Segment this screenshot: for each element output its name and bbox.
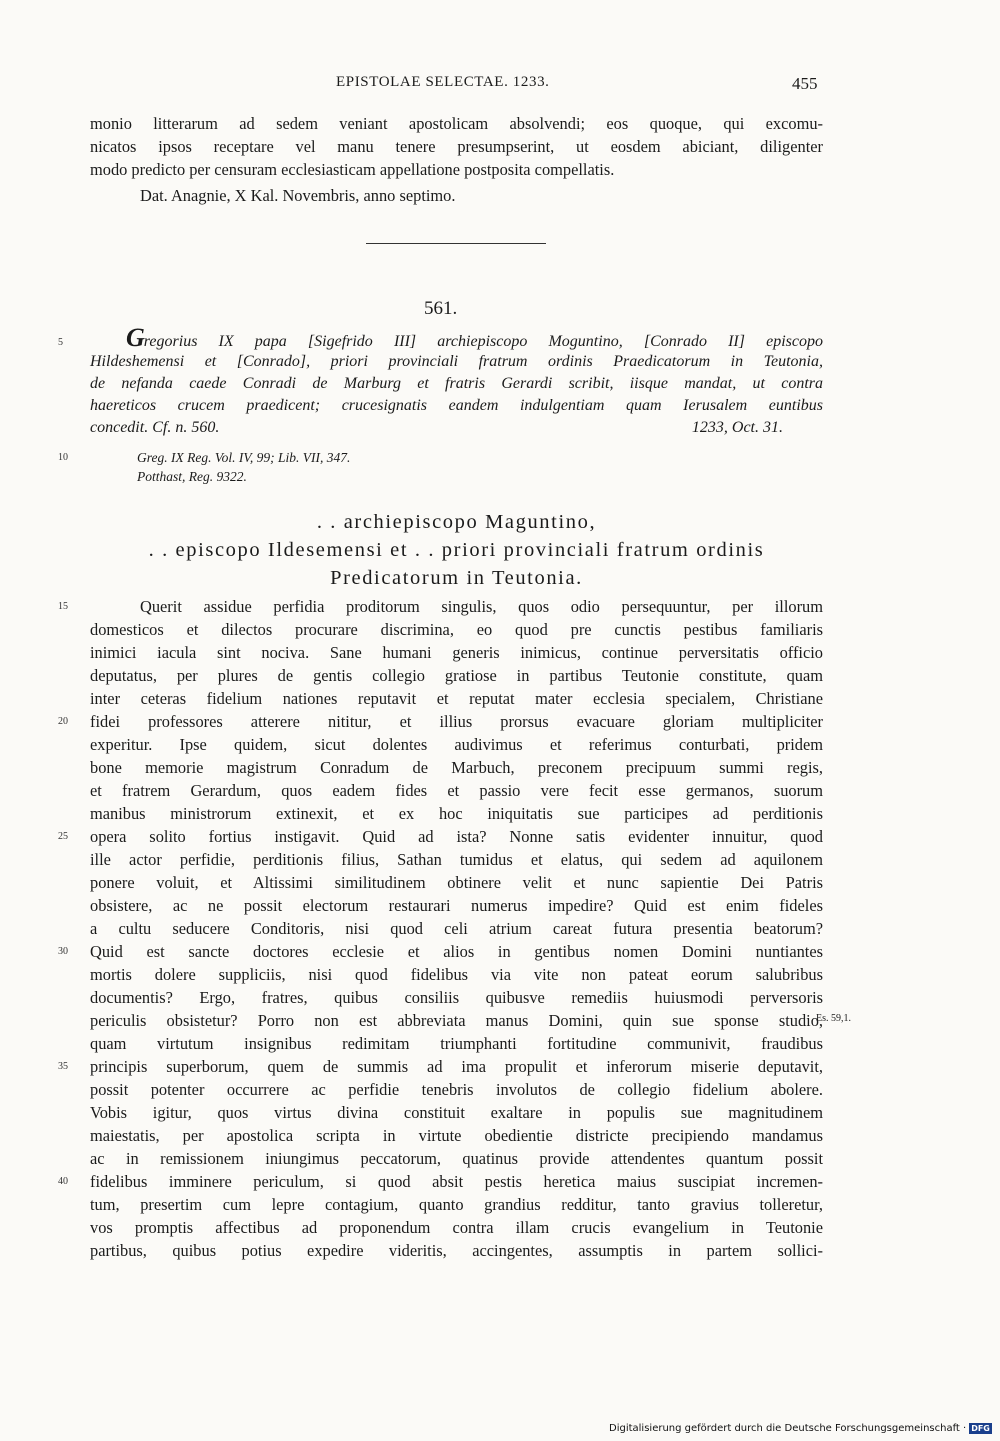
line-number: 15 [58,601,68,612]
line-number: 10 [58,452,68,463]
source-citation: Potthast, Reg. 9322. [137,469,247,484]
address-line: . . archiepiscopo Maguntino, [316,511,597,533]
body-line: et fratrem Gerardum, quos eadem fides et passio vere fecit esse germanos, suorum [90,781,823,800]
body-line: partibus, quibus potius expedire videritis, accingentes, assumptis in partem sollici- [90,1241,823,1260]
letter-body [90,595,823,1262]
footer [609,1423,992,1434]
regest-date: 1233, Oct. 31. [691,419,783,436]
body-line: manibus ministrorum extinexit, et ex hoc iniquitatis sue participes ad perditionis [90,804,823,823]
document-number: 561. [424,298,458,319]
body-line: periculis obsistetur? Porro non est abbreviata manus Domini, quin sue sponse studio, [90,1011,823,1030]
body-line: domesticos et dilectos procurare discrimina, eo quod pre cunctis pestibus familiaris [90,620,823,639]
running-title: EPISTOLAE SELECTAE. 1233. [336,74,550,90]
body-line: fidei professores atterere nititur, et illius prorsus evacuare gloriam multipliciter [90,712,823,731]
line-number: 20 [58,716,68,727]
body-line: ponere voluit, et Altissimi similitudinem obtinere velit et nunc sapientie Dei Patris [90,873,823,892]
body-line: maiestatis, per apostolica scripta in virtute obedientie districte precipiendo mandamus [90,1126,823,1145]
body-line: inter ceteras fidelium nationes reputavit et reputat mater ecclesia specialem, Christiane [90,689,823,708]
address-line: . . episcopo Ildesemensi et . . priori provinciali fratrum ordinis [148,539,765,561]
body-line: obsistere, ac ne possit electorum restaurari numerus impedire? Quid est enim fideles [90,896,823,915]
footer-text: Digitalisierung gefördert durch die Deutsche Forschungsgemeinschaft · [609,1423,967,1434]
body-line: quam virtutum insignibus redimitam triumphanti fortitudine communivit, fraudibus [90,1034,823,1053]
body-line: experitur. Ipse quidem, sicut dolentes audivimus et referimus conturbati, pridem [90,735,823,754]
margin-reference: Es. 59,1. [816,1013,851,1024]
address-line: Predicatorum in Teutonia. [330,567,583,589]
regest-line: concedit. Cf. n. 560. [90,419,220,436]
regest [90,325,823,439]
dating-clause: Dat. Anagnie, X Kal. Novembris, anno septimo. [140,186,456,205]
regest-line: haereticos crucem praedicent; crucesignatis eandem indulgentiam quam Ierusalem euntibus [90,397,823,414]
source-citation: Greg. IX Reg. Vol. IV, 99; Lib. VII, 347. [137,450,351,465]
regest-line: de nefanda caede Conradi de Marburg et fratris Gerardi scribit, iisque mandat, ut contra [90,375,823,392]
body-line: ac in remissionem iniungimus peccatorum, quatinus provide attendentes quantum possit [90,1149,823,1168]
line-number: 35 [58,1061,68,1072]
page-number: 455 [792,74,818,93]
body-line: possit potenter occurrere ac perfidie tenebris involutos de collegio fidelium abolere. [90,1080,823,1099]
body-line: documentis? Ergo, fratres, quibus consiliis quibusve remediis huiusmodi perversoris [90,988,823,1007]
body-line: inimici iacula sint nociva. Sane humani generis inimicus, continue perversitatis officio [90,643,823,662]
body-line: bone memorie magistrum Conradum de Marbuch, preconem precipuum summi regis, [90,758,823,777]
text-line: modo predicto per censuram ecclesiasticam appellatione postposita compellatis. [90,160,615,179]
body-line: opera solito fortius instigavit. Quid ad ista? Nonne satis evidenter innuitur, quod [90,827,823,846]
body-line: Querit assidue perfidia proditorum singulis, quos odio persequuntur, per illorum [140,597,823,616]
top-paragraph [90,112,823,207]
body-line: principis superborum, quem de summis ad ima propulit et inferorum miserie deputavit, [90,1057,823,1076]
regest-initial: G [126,323,144,352]
body-line: ille actor perfidie, perditionis filius, Sathan tumidus et elatus, qui sedem ad aquilonem [90,850,823,869]
body-line: tum, presertim cum lepre contagium, quanto grandius redditur, tanto gravius tolleretur, [90,1195,823,1214]
body-line: vos promptis affectibus ad proponendum contra illam crucis evangelium in Teutonie [90,1218,823,1237]
regest-line: regorius IX papa [Sigefrido III] archiepiscopo Moguntino, [Conrado II] episcopo [143,333,823,350]
text-line: monio litterarum ad sedem veniant apostolicam absolvendi; eos quoque, qui excomu- [90,114,823,133]
line-number: 5 [58,337,63,348]
line-number: 30 [58,946,68,957]
line-number: 40 [58,1176,68,1187]
body-line: a cultu seducere Conditoris, nisi quod celi atrium careat futura presentia beatorum? [90,919,823,938]
regest-line: Hildeshemensi et [Conrado], priori provinciali fratrum ordinis Praedicatorum in Teutonia, [90,353,823,370]
body-line: fidelibus imminere periculum, si quod absit pestis heretica maius suscipiat incremen- [90,1172,823,1191]
body-line: Vobis igitur, quos virtus divina constituit exaltare in populis sue magnitudinem [90,1103,823,1122]
body-line: deputatus, per plures de gentis collegio gratiose in partibus Teutonie constitute, quam [90,666,823,685]
body-line: Quid est sancte doctores ecclesie et alios in gentibus nomen Domini nuntiantes [90,942,823,961]
section-divider [366,243,546,244]
body-line: mortis dolere suppliciis, nisi quod fidelibus via vite non pateat eorum salubribus [90,965,823,984]
dfg-logo: DFG [971,1424,990,1433]
line-number: 25 [58,831,68,842]
text-line: nicatos ipsos receptare vel manu tenere presumpserint, ut eosdem abiciant, diligenter [90,137,823,156]
